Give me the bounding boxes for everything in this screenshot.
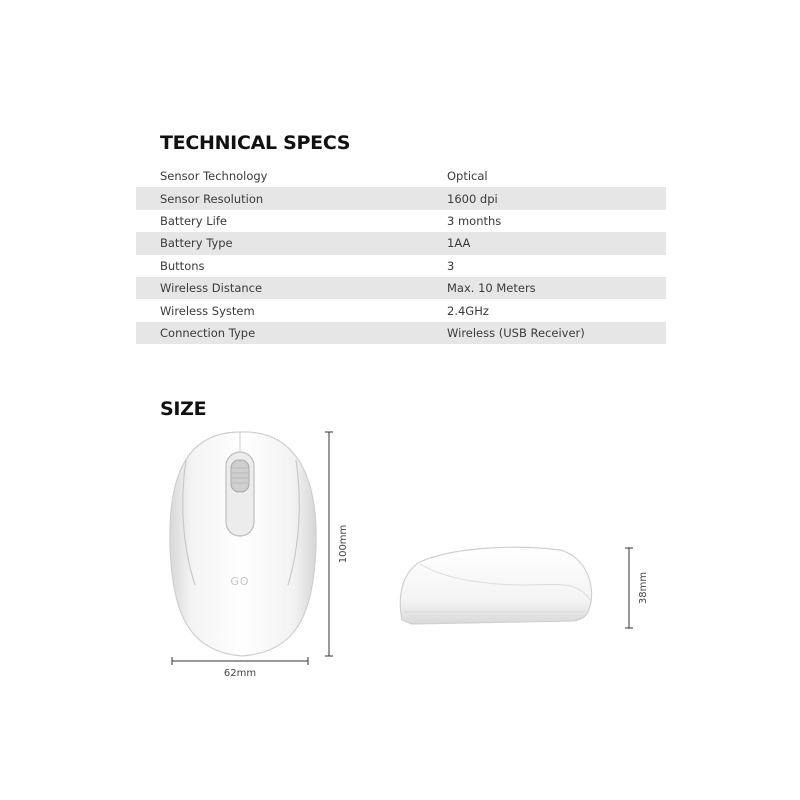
spec-value: 1600 dpi [447,191,498,206]
spec-value: 2.4GHz [447,303,489,318]
height-dimension [625,548,633,628]
spec-label: Wireless Distance [160,281,263,296]
mouse-top-view [170,432,316,656]
spec-value: 3 months [447,213,502,228]
spec-label: Wireless System [160,303,255,318]
length-dimension [325,432,333,656]
size-title: SIZE [160,398,207,420]
width-dimension [172,657,308,665]
spec-label: Battery Life [160,213,227,228]
spec-label: Sensor Technology [160,169,268,184]
length-label: 100mm [338,524,349,564]
spec-value: 1AA [447,236,471,251]
spec-label: Sensor Resolution [160,191,264,206]
mouse-side-view [400,547,591,624]
mouse-logo: GO [230,575,250,588]
specs-title: TECHNICAL SPECS [160,132,351,154]
spec-label: Battery Type [160,236,233,251]
spec-label: Connection Type [160,325,256,340]
spec-value: 3 [447,258,455,273]
height-label: 38mm [638,571,649,605]
width-label: 62mm [223,668,257,679]
spec-value: Max. 10 Meters [447,281,536,296]
spec-label: Buttons [160,258,205,273]
scroll-wheel-icon [231,460,249,492]
spec-value: Optical [447,169,488,184]
spec-value: Wireless (USB Receiver) [447,325,585,340]
